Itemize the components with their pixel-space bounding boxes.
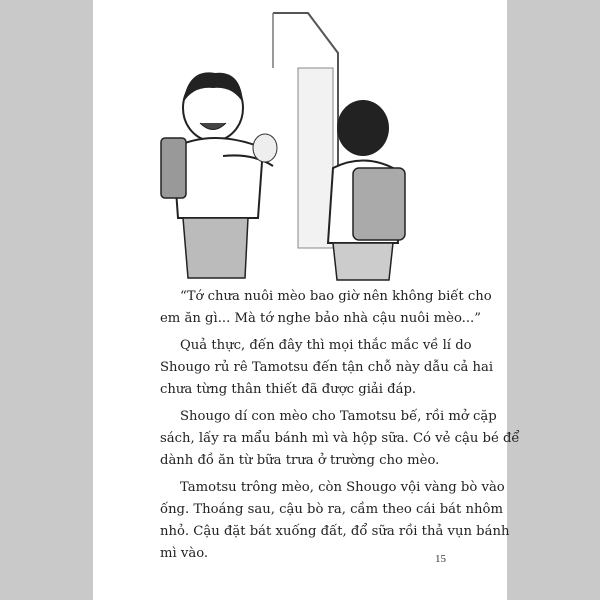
- boy-tamotsu: [328, 100, 405, 280]
- paragraph: [160, 406, 520, 472]
- text-line: Tamotsu trông mèo, còn Shougo vội vàng bò vào: [180, 480, 505, 495]
- text-line: Quả thực, đến đây thì mọi thắc mắc về lí do: [180, 338, 472, 353]
- text-line: dành đồ ăn từ bữa trưa ở trường cho mèo.: [160, 453, 440, 468]
- paragraph: [160, 335, 494, 401]
- text-line: mì vào.: [160, 546, 209, 561]
- paragraph: [160, 286, 492, 330]
- text-line: Shougo dí con mèo cho Tamotsu bế, rồi mở cặp: [180, 409, 497, 424]
- text-line: ống. Thoáng sau, cậu bò ra, cầm theo cái bát nhôm: [160, 502, 503, 517]
- manga-illustration: [153, 8, 453, 283]
- text-line: nhỏ. Cậu đặt bát xuống đất, đổ sữa rồi thả vụn bánh: [160, 524, 510, 539]
- book-page: [93, 0, 520, 600]
- boy-shougo: [161, 72, 277, 278]
- text-line: sách, lấy ra mẩu bánh mì và hộp sữa. Có vẻ cậu bé để: [160, 431, 520, 446]
- paragraph: [160, 477, 510, 565]
- body-text: [160, 286, 520, 570]
- text-line: em ăn gì... Mà tớ nghe bảo nhà cậu nuôi mèo...”: [160, 311, 481, 326]
- page-number: 15: [435, 553, 446, 565]
- text-line: Shougo rủ rê Tamotsu đến tận chỗ này dẫu cả hai: [160, 360, 494, 375]
- text-line: chưa từng thân thiết đã được giải đáp.: [160, 382, 417, 397]
- text-line: “Tớ chưa nuôi mèo bao giờ nên không biết cho: [180, 289, 492, 304]
